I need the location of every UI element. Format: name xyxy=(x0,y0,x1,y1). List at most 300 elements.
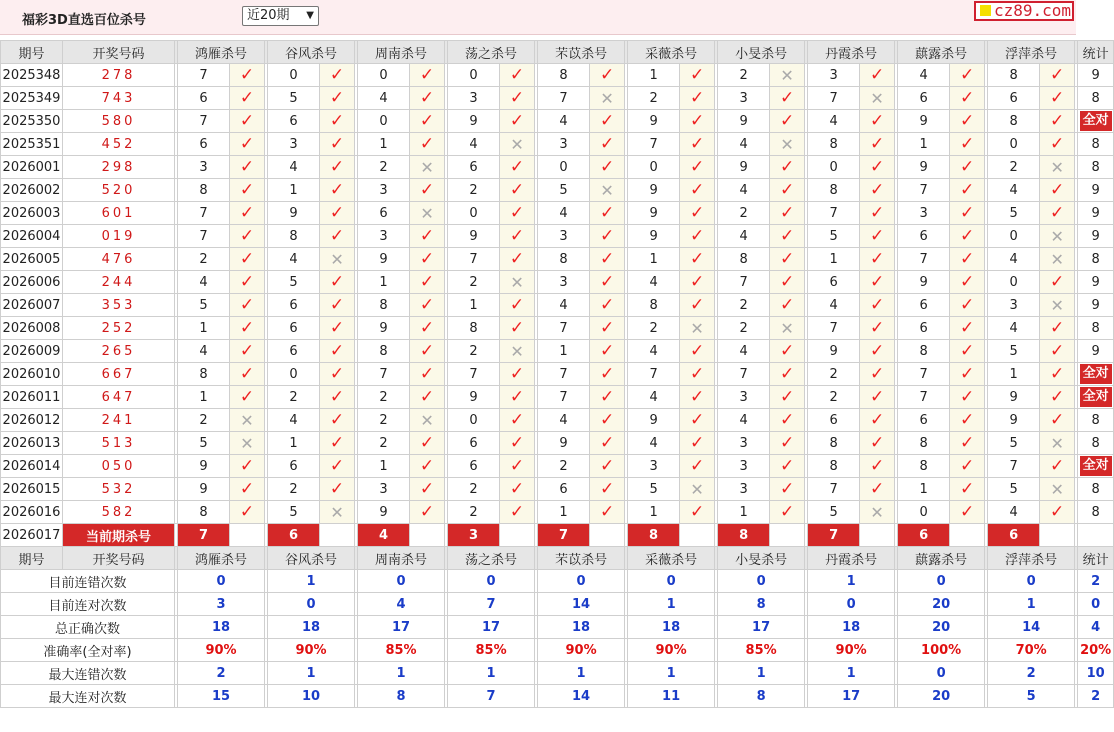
result-mark-cell xyxy=(950,386,985,409)
check-icon: ✓ xyxy=(329,134,345,154)
stats-value: 4 xyxy=(358,593,445,616)
kill-number-cell: 8 xyxy=(358,294,410,317)
kill-number-cell: 1 xyxy=(268,432,320,455)
result-mark-cell xyxy=(500,179,535,202)
check-icon: ✓ xyxy=(239,364,255,384)
kill-number-cell: 6 xyxy=(898,317,950,340)
stat-cell xyxy=(1078,340,1114,363)
check-icon: ✓ xyxy=(689,433,705,453)
stats-total: 2 xyxy=(1078,570,1114,593)
stat-cell xyxy=(1078,133,1114,156)
check-icon: ✓ xyxy=(960,341,975,361)
stats-value: 0 xyxy=(988,570,1075,593)
kill-number-cell: 9 xyxy=(898,110,950,133)
check-icon: ✓ xyxy=(960,249,975,269)
stats-value: 8 xyxy=(358,685,445,708)
kill-number-cell: 4 xyxy=(718,225,770,248)
stats-value: 1 xyxy=(628,662,715,685)
cross-icon: ✕ xyxy=(780,318,794,338)
kill-number-cell: 5 xyxy=(988,478,1040,501)
check-icon: ✓ xyxy=(869,479,885,499)
table-row xyxy=(1,501,1114,524)
result-mark-cell xyxy=(770,386,805,409)
check-icon: ✓ xyxy=(509,502,525,522)
period-cell: 2026014 xyxy=(1,455,63,478)
kill-number-cell: 7 xyxy=(178,64,230,87)
kill-number-cell: 2 xyxy=(268,478,320,501)
header-killer: 浮萍杀号 xyxy=(988,41,1075,64)
check-icon: ✓ xyxy=(239,88,255,108)
check-icon: ✓ xyxy=(960,226,975,246)
all-correct-badge: 全对 xyxy=(1080,387,1112,407)
kill-number-cell: 3 xyxy=(358,179,410,202)
stats-value: 0 xyxy=(358,570,445,593)
table-row xyxy=(1,202,1114,225)
result-mark-cell xyxy=(680,455,715,478)
chevron-down-icon: ▼ xyxy=(306,10,314,21)
check-icon: ✓ xyxy=(689,387,705,407)
kill-number-cell: 4 xyxy=(988,248,1040,271)
table-row xyxy=(1,110,1114,133)
check-icon: ✓ xyxy=(329,203,345,223)
check-icon: ✓ xyxy=(779,479,795,499)
result-mark-cell xyxy=(770,455,805,478)
kill-number-cell: 7 xyxy=(538,87,590,110)
draw-number-cell: 582 xyxy=(63,501,175,524)
kill-number-cell: 9 xyxy=(448,225,500,248)
stat-cell xyxy=(1078,294,1114,317)
check-icon: ✓ xyxy=(689,364,705,384)
check-icon: ✓ xyxy=(960,479,975,499)
result-mark-cell xyxy=(320,64,355,87)
kill-number-cell: 2 xyxy=(718,294,770,317)
table-header-row xyxy=(1,547,1114,570)
check-icon: ✓ xyxy=(599,272,615,292)
kill-number-cell: 0 xyxy=(538,156,590,179)
stats-row xyxy=(1,685,1114,708)
result-mark-cell xyxy=(590,110,625,133)
kill-number-cell: 1 xyxy=(178,317,230,340)
check-icon: ✓ xyxy=(419,502,435,522)
check-icon: ✓ xyxy=(960,318,975,338)
result-mark-cell xyxy=(320,340,355,363)
kill-number-cell: 1 xyxy=(538,501,590,524)
stats-value: 1 xyxy=(988,593,1075,616)
kill-number-cell: 0 xyxy=(268,363,320,386)
stats-value: 18 xyxy=(268,616,355,639)
result-mark-cell xyxy=(770,501,805,524)
result-mark-cell xyxy=(680,225,715,248)
check-icon: ✓ xyxy=(1050,88,1065,108)
check-icon: ✓ xyxy=(329,226,345,246)
result-mark-cell xyxy=(590,501,625,524)
result-mark-cell xyxy=(410,432,445,455)
result-mark-cell xyxy=(950,294,985,317)
draw-number-cell: 667 xyxy=(63,363,175,386)
check-icon: ✓ xyxy=(779,88,795,108)
result-mark-cell xyxy=(950,501,985,524)
stat-cell xyxy=(1078,64,1114,87)
result-mark-cell xyxy=(230,225,265,248)
header-stat: 统计 xyxy=(1078,547,1114,570)
period-select[interactable] xyxy=(242,6,319,26)
kill-number-cell: 3 xyxy=(808,64,860,87)
kill-number-cell: 9 xyxy=(718,156,770,179)
result-mark-cell xyxy=(410,271,445,294)
result-mark-cell xyxy=(1040,156,1075,179)
check-icon: ✓ xyxy=(689,65,705,85)
result-mark-cell xyxy=(680,478,715,501)
result-mark-cell xyxy=(1040,294,1075,317)
result-mark-cell xyxy=(1040,340,1075,363)
result-mark-cell xyxy=(770,64,805,87)
result-mark-cell xyxy=(500,225,535,248)
table-row xyxy=(1,409,1114,432)
result-mark-cell xyxy=(770,317,805,340)
result-mark-cell xyxy=(230,248,265,271)
table-row xyxy=(1,133,1114,156)
stats-row xyxy=(1,570,1114,593)
stats-row xyxy=(1,662,1114,685)
stats-value: 0 xyxy=(808,593,895,616)
result-mark-cell xyxy=(770,432,805,455)
kill-number-cell: 8 xyxy=(178,501,230,524)
draw-number-cell: 265 xyxy=(63,340,175,363)
check-icon: ✓ xyxy=(779,341,795,361)
table-row xyxy=(1,87,1114,110)
check-icon: ✓ xyxy=(239,157,255,177)
result-mark-cell xyxy=(770,294,805,317)
stats-value: 1 xyxy=(808,662,895,685)
result-mark-cell xyxy=(320,87,355,110)
check-icon: ✓ xyxy=(599,433,615,453)
cross-icon: ✕ xyxy=(690,318,704,338)
kill-number-cell: 0 xyxy=(448,64,500,87)
stats-value: 90% xyxy=(628,639,715,662)
kill-number-cell: 4 xyxy=(538,110,590,133)
stat-value: 8 xyxy=(1091,159,1100,175)
stats-value: 90% xyxy=(538,639,625,662)
check-icon: ✓ xyxy=(779,387,795,407)
kill-number-cell: 0 xyxy=(448,409,500,432)
result-mark-cell xyxy=(860,64,895,87)
check-icon: ✓ xyxy=(239,134,255,154)
kill-number-cell: 6 xyxy=(448,156,500,179)
result-mark-cell xyxy=(320,110,355,133)
check-icon: ✓ xyxy=(239,295,255,315)
kill-number-cell: 5 xyxy=(628,478,680,501)
result-mark-cell xyxy=(860,248,895,271)
kill-number-cell: 8 xyxy=(898,340,950,363)
result-mark-cell xyxy=(680,248,715,271)
kill-number-cell: 4 xyxy=(898,64,950,87)
result-mark-cell xyxy=(860,202,895,225)
kill-number-cell: 1 xyxy=(628,64,680,87)
cross-icon: ✕ xyxy=(1050,433,1064,453)
current-empty-cell xyxy=(680,524,715,547)
stats-value: 14 xyxy=(538,593,625,616)
result-mark-cell xyxy=(500,363,535,386)
kill-number-cell: 2 xyxy=(448,179,500,202)
result-mark-cell xyxy=(860,409,895,432)
stats-value: 20 xyxy=(898,685,985,708)
check-icon: ✓ xyxy=(419,272,435,292)
kill-number-cell: 9 xyxy=(178,478,230,501)
result-mark-cell xyxy=(1040,478,1075,501)
table-row xyxy=(1,455,1114,478)
result-mark-cell xyxy=(230,156,265,179)
cross-icon: ✕ xyxy=(1050,479,1064,499)
draw-number-cell: 252 xyxy=(63,317,175,340)
kill-number-cell: 6 xyxy=(898,225,950,248)
period-cell: 2025350 xyxy=(1,110,63,133)
check-icon: ✓ xyxy=(689,410,705,430)
result-mark-cell xyxy=(590,133,625,156)
kill-number-cell: 4 xyxy=(808,294,860,317)
check-icon: ✓ xyxy=(329,433,345,453)
check-icon: ✓ xyxy=(599,410,615,430)
kill-number-cell: 6 xyxy=(178,87,230,110)
all-correct-badge: 全对 xyxy=(1080,111,1112,131)
result-mark-cell xyxy=(500,386,535,409)
stats-value: 15 xyxy=(178,685,265,708)
kill-number-cell: 4 xyxy=(268,248,320,271)
period-cell: 2026009 xyxy=(1,340,63,363)
stats-label: 目前连错次数 xyxy=(1,570,175,593)
result-mark-cell xyxy=(410,179,445,202)
kill-number-cell: 5 xyxy=(178,294,230,317)
check-icon: ✓ xyxy=(329,272,345,292)
stat-cell xyxy=(1078,409,1114,432)
check-icon: ✓ xyxy=(779,410,795,430)
check-icon: ✓ xyxy=(689,341,705,361)
stat-cell xyxy=(1078,110,1114,133)
result-mark-cell xyxy=(950,225,985,248)
cross-icon: ✕ xyxy=(510,341,524,361)
result-mark-cell xyxy=(1040,501,1075,524)
current-kill-number: 4 xyxy=(358,524,410,547)
header-killer: 周南杀号 xyxy=(358,547,445,570)
result-mark-cell xyxy=(320,317,355,340)
result-mark-cell xyxy=(680,294,715,317)
kill-number-cell: 5 xyxy=(988,432,1040,455)
stats-value: 90% xyxy=(178,639,265,662)
cross-icon: ✕ xyxy=(510,272,524,292)
stats-value: 1 xyxy=(268,570,355,593)
kill-number-cell: 2 xyxy=(628,87,680,110)
stats-value: 17 xyxy=(718,616,805,639)
check-icon: ✓ xyxy=(869,226,885,246)
check-icon: ✓ xyxy=(599,341,615,361)
result-mark-cell xyxy=(590,455,625,478)
check-icon: ✓ xyxy=(960,134,975,154)
kill-number-cell: 4 xyxy=(538,202,590,225)
result-mark-cell xyxy=(500,156,535,179)
check-icon: ✓ xyxy=(329,410,345,430)
check-icon: ✓ xyxy=(239,65,255,85)
result-mark-cell xyxy=(230,294,265,317)
cross-icon: ✕ xyxy=(510,134,524,154)
result-mark-cell xyxy=(860,87,895,110)
result-mark-cell xyxy=(230,202,265,225)
kill-number-cell: 4 xyxy=(988,317,1040,340)
kill-number-cell: 6 xyxy=(898,87,950,110)
kill-number-cell: 0 xyxy=(448,202,500,225)
draw-number-cell: 278 xyxy=(63,64,175,87)
draw-number-cell: 298 xyxy=(63,156,175,179)
kill-number-cell: 7 xyxy=(898,386,950,409)
result-mark-cell xyxy=(950,87,985,110)
check-icon: ✓ xyxy=(689,272,705,292)
cross-icon: ✕ xyxy=(1050,295,1064,315)
draw-number-cell: 244 xyxy=(63,271,175,294)
stats-value: 1 xyxy=(808,570,895,593)
result-mark-cell xyxy=(860,271,895,294)
kill-number-cell: 6 xyxy=(448,455,500,478)
kill-number-cell: 2 xyxy=(268,386,320,409)
draw-number-cell: 050 xyxy=(63,455,175,478)
kill-number-cell: 7 xyxy=(808,202,860,225)
result-mark-cell xyxy=(410,478,445,501)
period-cell: 2026002 xyxy=(1,179,63,202)
result-mark-cell xyxy=(1040,179,1075,202)
stats-value: 1 xyxy=(358,662,445,685)
kill-number-cell: 1 xyxy=(538,340,590,363)
result-mark-cell xyxy=(680,87,715,110)
check-icon: ✓ xyxy=(509,203,525,223)
kill-number-cell: 7 xyxy=(538,317,590,340)
kill-number-cell: 8 xyxy=(898,432,950,455)
site-logo[interactable]: cz89.com xyxy=(974,1,1074,21)
result-mark-cell xyxy=(860,478,895,501)
result-mark-cell xyxy=(230,409,265,432)
result-mark-cell xyxy=(1040,133,1075,156)
period-cell: 2026016 xyxy=(1,501,63,524)
stats-value: 2 xyxy=(178,662,265,685)
check-icon: ✓ xyxy=(779,295,795,315)
draw-number-cell: 241 xyxy=(63,409,175,432)
kill-number-cell: 2 xyxy=(358,409,410,432)
check-icon: ✓ xyxy=(419,65,435,85)
period-cell: 2026008 xyxy=(1,317,63,340)
cross-icon: ✕ xyxy=(780,65,794,85)
kill-number-cell: 5 xyxy=(808,501,860,524)
stats-value: 0 xyxy=(898,662,985,685)
result-mark-cell xyxy=(590,225,625,248)
check-icon: ✓ xyxy=(239,272,255,292)
check-icon: ✓ xyxy=(509,318,525,338)
kill-number-cell: 9 xyxy=(628,409,680,432)
result-mark-cell xyxy=(500,64,535,87)
kill-number-cell: 1 xyxy=(808,248,860,271)
stat-value: 8 xyxy=(1091,481,1100,497)
check-icon: ✓ xyxy=(1050,318,1065,338)
kill-number-cell: 3 xyxy=(538,133,590,156)
stats-row xyxy=(1,639,1114,662)
result-mark-cell xyxy=(680,432,715,455)
result-mark-cell xyxy=(1040,409,1075,432)
draw-number-cell: 601 xyxy=(63,202,175,225)
result-mark-cell xyxy=(410,294,445,317)
kill-number-cell: 9 xyxy=(178,455,230,478)
result-mark-cell xyxy=(860,386,895,409)
check-icon: ✓ xyxy=(869,410,885,430)
stats-value: 10 xyxy=(268,685,355,708)
header-killer: 谷风杀号 xyxy=(268,547,355,570)
check-icon: ✓ xyxy=(689,295,705,315)
result-mark-cell xyxy=(410,363,445,386)
draw-number-cell: 353 xyxy=(63,294,175,317)
header-draw: 开奖号码 xyxy=(63,41,175,64)
kill-number-cell: 3 xyxy=(898,202,950,225)
result-mark-cell xyxy=(230,271,265,294)
top-bar xyxy=(0,0,1076,35)
stat-value: 9 xyxy=(1091,343,1100,359)
header-killer: 小旻杀号 xyxy=(718,547,805,570)
stat-cell xyxy=(1078,432,1114,455)
stats-value: 1 xyxy=(448,662,535,685)
result-mark-cell xyxy=(410,133,445,156)
kill-number-cell: 2 xyxy=(448,340,500,363)
current-empty-cell xyxy=(770,524,805,547)
result-mark-cell xyxy=(500,294,535,317)
current-empty-cell xyxy=(860,524,895,547)
check-icon: ✓ xyxy=(509,479,525,499)
stats-value: 18 xyxy=(808,616,895,639)
stats-value: 0 xyxy=(718,570,805,593)
kill-number-cell: 1 xyxy=(628,248,680,271)
kill-number-cell: 7 xyxy=(988,455,1040,478)
header-period: 期号 xyxy=(1,547,63,570)
check-icon: ✓ xyxy=(779,502,795,522)
result-mark-cell xyxy=(590,87,625,110)
result-mark-cell xyxy=(410,202,445,225)
result-mark-cell xyxy=(230,340,265,363)
header-killer: 小旻杀号 xyxy=(718,41,805,64)
stat-value: 8 xyxy=(1091,90,1100,106)
stats-value: 18 xyxy=(538,616,625,639)
kill-number-cell: 8 xyxy=(808,179,860,202)
check-icon: ✓ xyxy=(239,456,255,476)
kill-number-cell: 6 xyxy=(358,202,410,225)
stats-value: 7 xyxy=(448,685,535,708)
draw-number-cell: 647 xyxy=(63,386,175,409)
table-row xyxy=(1,225,1114,248)
check-icon: ✓ xyxy=(599,479,615,499)
check-icon: ✓ xyxy=(329,88,345,108)
check-icon: ✓ xyxy=(689,157,705,177)
result-mark-cell xyxy=(950,363,985,386)
result-mark-cell xyxy=(860,179,895,202)
result-mark-cell xyxy=(320,271,355,294)
cross-icon: ✕ xyxy=(690,479,704,499)
kill-number-cell: 5 xyxy=(268,501,320,524)
result-mark-cell xyxy=(590,294,625,317)
result-mark-cell xyxy=(590,179,625,202)
result-mark-cell xyxy=(590,340,625,363)
result-mark-cell xyxy=(680,409,715,432)
result-mark-cell xyxy=(950,156,985,179)
kill-number-cell: 2 xyxy=(448,501,500,524)
stats-value: 18 xyxy=(628,616,715,639)
cross-icon: ✕ xyxy=(420,410,434,430)
kill-number-cell: 2 xyxy=(718,202,770,225)
check-icon: ✓ xyxy=(779,226,795,246)
result-mark-cell xyxy=(590,478,625,501)
result-mark-cell xyxy=(950,271,985,294)
result-mark-cell xyxy=(950,340,985,363)
kill-number-cell: 6 xyxy=(178,133,230,156)
